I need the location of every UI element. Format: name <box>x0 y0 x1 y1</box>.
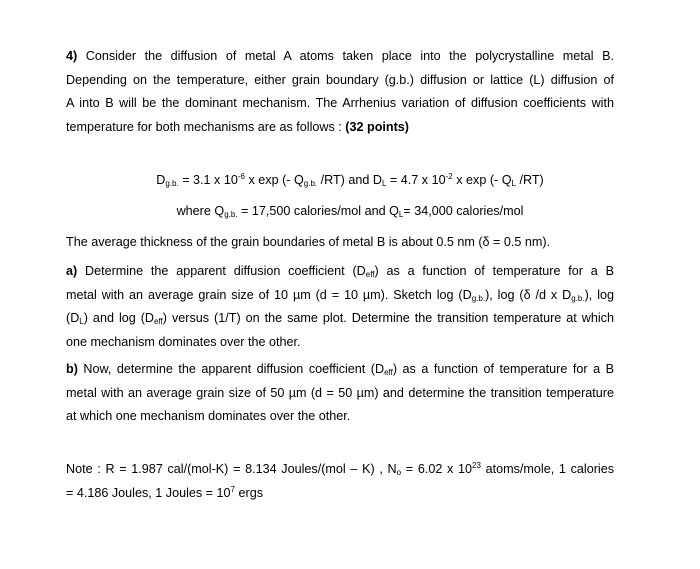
part-b <box>66 358 614 429</box>
activation-energies: where $Q_{g.b.} = 17,500$ calories/mol and $Q_L= 34,000$ calories/mol <box>176 204 524 219</box>
intro-line-2: Depending on the temperature, either grain boundary (g.b.) diffusion or lattice (L) diffusion of <box>66 72 614 87</box>
note-line-2: = 4.186 Joules, 1 Joules = $10^7$ ergs <box>66 484 263 500</box>
arrhenius-equations: $D_{g.b.} = 3.1$ x $10^{-6}$ x exp (- $Q_{g.b.}$ /RT) and $D_L = 4.7$ x $10^{-2}$ x exp (- $Q_L$ /RT) <box>156 172 544 188</box>
part-a-label: a) <box>66 264 78 278</box>
part-a-line-2: metal with an average grain size of 10 µm (d = 10 µm). Sketch $\log (D_{g.b.})$, log (δ /d x $D_{g.b.}$), log <box>66 287 615 303</box>
part-a-line-3: $(D_L)$ and $\log (D_{eff})$ versus (1/T) on the same plot. Determine the transition temperature at which <box>66 311 614 326</box>
problem-number: 4) <box>66 49 78 63</box>
part-a-line-1: a) Determine the apparent diffusion coefficient $(D_{eff})$ as a function of temperature for a B <box>66 264 614 279</box>
part-b-line-2: metal with an average grain size of 50 µm (d = 50 µm) and determine the transition temperature <box>66 385 614 400</box>
note-line-1: Note : R = 1.987 cal/(mol-K) = 8.134 Joules/(mol – K) , $N_o = 6.02$ x $10^{23}$ atoms/mole, 1 calories <box>66 461 615 477</box>
constants-note <box>66 458 614 505</box>
points-label: (32 points) <box>345 119 409 134</box>
part-b-line-3: at which one mechanism dominates over the other. <box>66 409 351 423</box>
intro-line-4: temperature for both mechanisms are as follows : (32 points) <box>66 119 409 134</box>
part-b-line-1: b) Now, determine the apparent diffusion coefficient $(D_{eff})$ as a function of temperature for a B <box>66 362 614 377</box>
part-a-line-4: one mechanism dominates over the other. <box>66 334 301 349</box>
intro-line-1: 4) Consider the diffusion of metal A atoms taken place into the polycrystalline metal B. <box>66 49 614 63</box>
problem-intro <box>66 45 614 139</box>
intro-line-3: A into B will be the dominant mechanism. The Arrhenius variation of diffusion coefficients with <box>66 96 614 110</box>
grain-boundary-thickness: The average thickness of the grain boundaries of metal B is about 0.5 nm (δ = 0.5 nm). <box>66 235 551 249</box>
part-b-label: b) <box>66 362 78 376</box>
part-a <box>66 260 614 354</box>
